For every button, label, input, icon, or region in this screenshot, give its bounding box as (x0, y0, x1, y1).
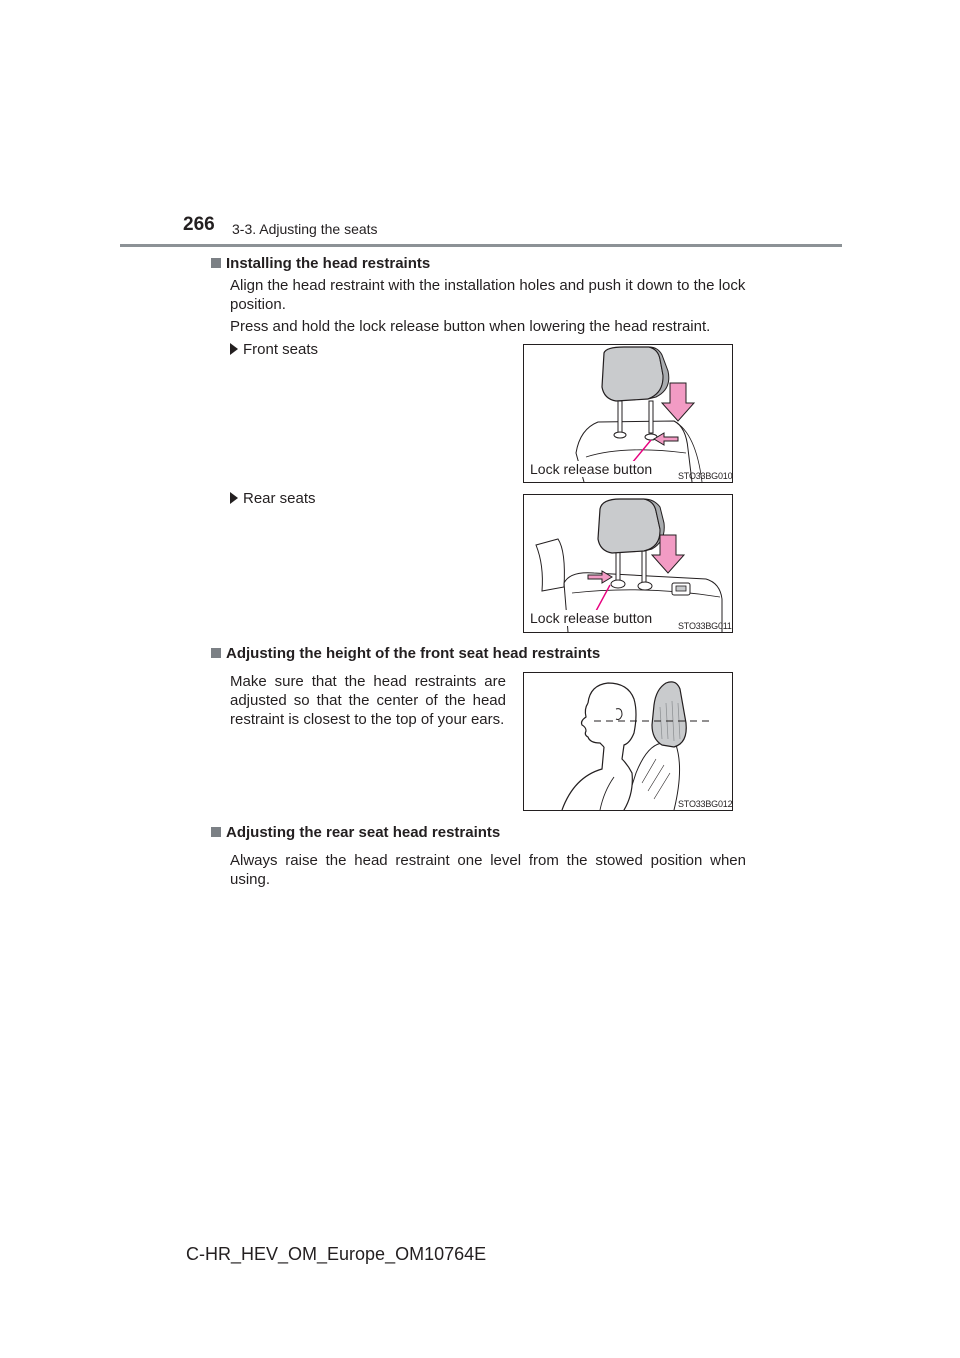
section-heading-front-height: Adjusting the height of the front seat head restraints (211, 645, 600, 662)
paragraph-raise-level: Always raise the head restraint one level from the stowed position when using. (230, 852, 746, 888)
figure-code-rear: STO33BG011 (678, 621, 732, 631)
lock-release-callout-front: Lock release button (530, 461, 653, 477)
chapter-title: 3-3. Adjusting the seats (232, 221, 378, 237)
page-number: 266 (183, 214, 215, 235)
section-heading-installing: Installing the head restraints (211, 255, 430, 272)
figure-code-height: STO33BG012 (678, 799, 733, 809)
figure-front-seat-restraint (523, 344, 733, 483)
figure-head-restraint-height (523, 672, 733, 811)
document-id: C-HR_HEV_OM_Europe_OM10764E (186, 1244, 487, 1264)
section-heading-rear-adjust: Adjusting the rear seat head restraints (211, 824, 500, 841)
triangle-bullet-icon (230, 492, 238, 504)
paragraph-press-hold: Press and hold the lock release button when lowering the head restraint. (230, 318, 711, 335)
figure-rear-seat-restraint (523, 494, 733, 633)
paragraph-center-ears: Make sure that the head restraints are adjusted so that the center of the head restraint is closest to the top of your ears. (230, 673, 506, 728)
height-illustration (524, 673, 732, 810)
front-seats-item: Front seats (230, 341, 318, 358)
square-bullet-icon (211, 648, 221, 658)
lock-release-callout-rear: Lock release button (530, 610, 653, 626)
square-bullet-icon (211, 827, 221, 837)
rear-seats-item: Rear seats (230, 490, 316, 507)
figure-code-front: STO33BG010 (678, 471, 733, 481)
square-bullet-icon (211, 258, 221, 268)
header-rule (120, 244, 842, 247)
paragraph-align: Align the head restraint with the installation holes and push it down to the lock position. (230, 277, 746, 313)
triangle-bullet-icon (230, 343, 238, 355)
